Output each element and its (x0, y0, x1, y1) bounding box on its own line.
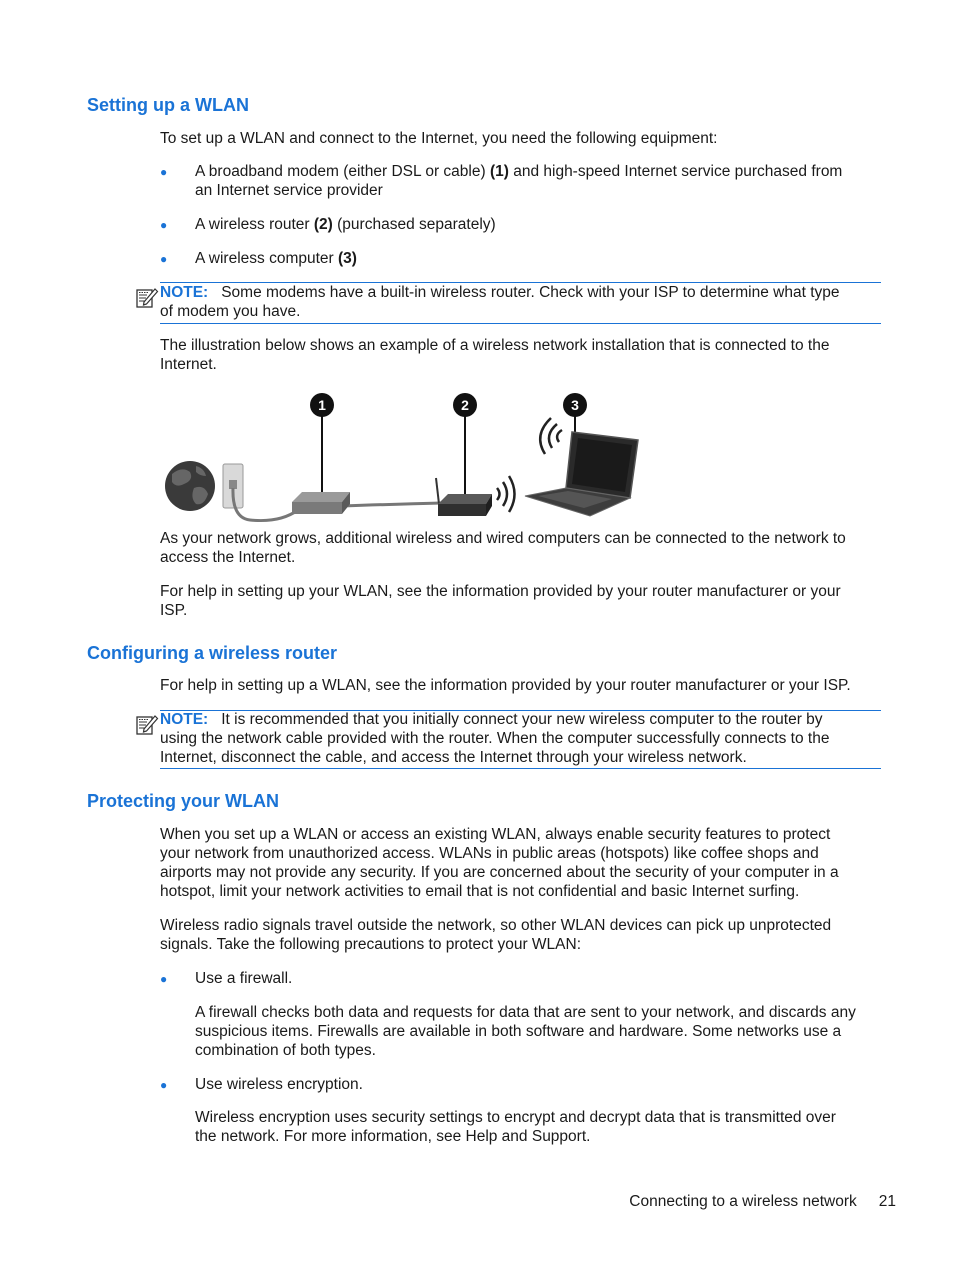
footer-title: Connecting to a wireless network (629, 1193, 857, 1210)
bullet-icon: ● (160, 252, 168, 266)
config-help-text: For help in setting up a WLAN, see the information provided by your router manufacturer or your ISP. (160, 677, 851, 694)
note-pencil-icon (135, 285, 159, 309)
router-help-text: For help in setting up your WLAN, see the information provided by your router manufacturer or your ISP. (160, 583, 841, 619)
security-paragraph: When you set up a WLAN or access an existing WLAN, always enable security features to protect your network from unauthorized access. WLANs in public areas (hotspots) like coffee shops and airports may not provide any security. If you are concerned about the security of your computer in a hotspot, limit your network activities to email that is not confidential and basic Internet surfing. (160, 826, 839, 900)
heading-protecting-wlan: Protecting your WLAN (87, 791, 279, 811)
note-modems: NOTE: Some modems have a built-in wireless router. Check with your ISP to determine what type of modem you have. (160, 284, 840, 320)
svg-text:3: 3 (571, 397, 579, 413)
list-item-encryption: Use wireless encryption. (195, 1076, 363, 1093)
internet-globe-icon (165, 461, 215, 511)
network-grows-text: As your network grows, additional wireless and wired computers can be connected to the network to access the Internet. (160, 530, 846, 566)
note-connect-cable: NOTE: It is recommended that you initially connect your new wireless computer to the router by using the network cable provided with the router. When the computer successfully connects to the Internet, disconnect the cable, and access the Internet through your wireless network. (160, 711, 830, 766)
list-item-computer: A wireless computer (3) (195, 250, 357, 267)
bullet-icon: ● (160, 218, 168, 232)
wifi-signal-icon (497, 476, 515, 512)
bullet-icon: ● (160, 165, 168, 179)
intro-text: To set up a WLAN and connect to the Internet, you need the following equipment: (160, 130, 718, 147)
bullet-icon: ● (160, 1078, 168, 1092)
note-bottom-rule (160, 323, 881, 324)
page-number: 21 (878, 1193, 896, 1210)
laptop-wifi-signal-icon (540, 418, 562, 454)
modem-icon (292, 492, 350, 514)
network-illustration (160, 388, 650, 528)
svg-text:1: 1 (318, 397, 326, 413)
illustration-intro: The illustration below shows an example of a wireless network installation that is connected to the Internet. (160, 337, 830, 373)
callout-2 (453, 393, 477, 417)
list-item-firewall: Use a firewall. (195, 970, 293, 987)
heading-configuring-router: Configuring a wireless router (87, 643, 338, 663)
firewall-detail: A firewall checks both data and requests for data that are sent to your network, and discards any suspicious items. Firewalls are available in both software and hardware. Some networks use a combination of both types. (195, 1004, 856, 1059)
page-footer (629, 1192, 896, 1211)
list-item-router: A wireless router (2) (purchased separately) (195, 216, 496, 233)
svg-text:2: 2 (461, 397, 469, 413)
note-pencil-icon (135, 712, 159, 736)
list-item-modem: A broadband modem (either DSL or cable) (1) and high-speed Internet service purchased from an Internet service provider (195, 163, 843, 199)
radio-signals-paragraph: Wireless radio signals travel outside the network, so other WLAN devices can pick up unprotected signals. Take the following precautions to protect your WLAN: (160, 917, 832, 953)
note-bottom-rule (160, 768, 881, 769)
callout-1 (310, 393, 334, 417)
heading-setting-up-wlan: Setting up a WLAN (87, 95, 249, 115)
callout-3 (563, 393, 587, 417)
bullet-icon: ● (160, 972, 168, 986)
encryption-detail: Wireless encryption uses security settings to encrypt and decrypt data that is transmitted over the network. For more information, see Help and Support. (195, 1109, 836, 1145)
